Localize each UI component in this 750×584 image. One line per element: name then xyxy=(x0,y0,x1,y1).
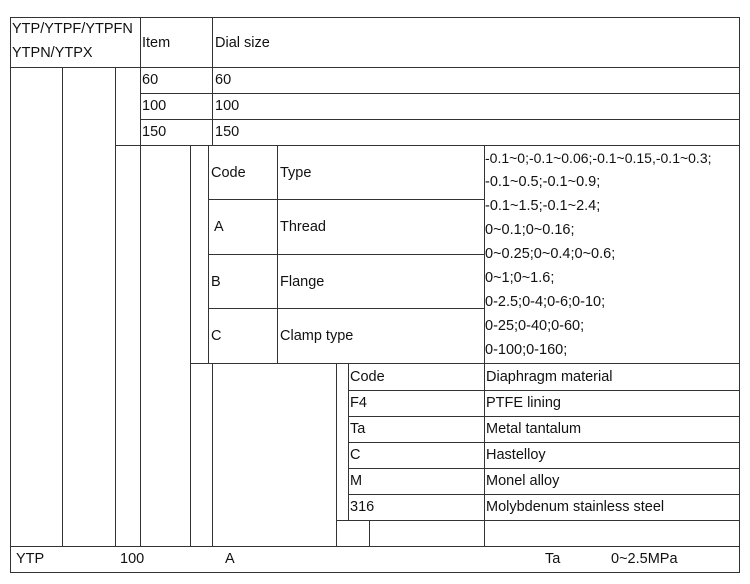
grid-line xyxy=(190,363,740,364)
pressure-range-line: -0.1~0.5;-0.1~0.9; xyxy=(485,174,601,190)
item-value: 60 xyxy=(142,72,159,88)
connection-code: B xyxy=(211,274,221,290)
diaphragm-material: Metal tantalum xyxy=(486,421,582,437)
grid-line xyxy=(10,572,740,573)
connection-type: Thread xyxy=(280,219,326,235)
connection-type: Flange xyxy=(280,274,325,290)
grid-line xyxy=(348,390,740,391)
connection-type-header: Type xyxy=(280,165,312,181)
diaphragm-code: 316 xyxy=(350,499,375,515)
model-series-label: YTPN/YTPX xyxy=(12,45,93,61)
example-model: YTP xyxy=(16,551,45,567)
grid-line xyxy=(336,363,337,546)
dial-size-value: 60 xyxy=(215,72,232,88)
dial-size-header: Dial size xyxy=(215,35,270,51)
diaphragm-code-header: Code xyxy=(350,369,385,385)
grid-line xyxy=(208,199,485,200)
grid-line xyxy=(208,308,485,309)
dial-size-value: 100 xyxy=(215,98,240,114)
diaphragm-material: Monel alloy xyxy=(486,473,560,489)
pressure-range-line: 0~0.25;0~0.4;0~0.6; xyxy=(485,246,616,262)
grid-line xyxy=(348,363,349,520)
grid-line xyxy=(10,546,740,547)
diaphragm-material-header: Diaphragm material xyxy=(486,369,613,385)
pressure-range-line: 0~1;0~1.6; xyxy=(485,270,555,286)
connection-code-header: Code xyxy=(211,165,246,181)
diaphragm-material: Hastelloy xyxy=(486,447,546,463)
pressure-range-line: 0-25;0-40;0-60; xyxy=(485,318,585,334)
item-value: 150 xyxy=(142,124,167,140)
grid-line xyxy=(62,67,63,546)
example-size: 100 xyxy=(120,551,145,567)
diaphragm-code: Ta xyxy=(350,421,366,437)
grid-line xyxy=(336,520,740,521)
dial-size-value: 150 xyxy=(215,124,240,140)
grid-line xyxy=(10,17,740,18)
grid-line xyxy=(212,363,213,546)
diaphragm-code: F4 xyxy=(350,395,367,411)
grid-line xyxy=(190,145,191,546)
item-header: Item xyxy=(142,35,171,51)
grid-line xyxy=(10,17,11,573)
grid-line xyxy=(348,416,740,417)
pressure-range-line: 0~0.1;0~0.16; xyxy=(485,222,575,238)
diaphragm-code: C xyxy=(350,447,361,463)
grid-line xyxy=(10,67,740,68)
diaphragm-code: M xyxy=(350,473,363,489)
diaphragm-material: Molybdenum stainless steel xyxy=(486,499,665,515)
connection-type: Clamp type xyxy=(280,328,354,344)
example-connection: A xyxy=(225,551,235,567)
pressure-range-line: 0-100;0-160; xyxy=(485,342,568,358)
grid-line xyxy=(739,17,740,573)
grid-line xyxy=(115,67,116,546)
diaphragm-material: PTFE lining xyxy=(486,395,561,411)
grid-line xyxy=(277,145,278,363)
grid-line xyxy=(140,93,740,94)
pressure-range-line: -0.1~0;-0.1~0.06;-0.1~0.15,-0.1~0.3; xyxy=(485,150,712,166)
grid-line xyxy=(369,520,370,546)
grid-line xyxy=(348,494,740,495)
example-diaphragm: Ta xyxy=(545,551,561,567)
connection-code: A xyxy=(214,219,224,235)
item-value: 100 xyxy=(142,98,167,114)
grid-line xyxy=(208,145,209,363)
grid-line xyxy=(140,17,141,546)
grid-line xyxy=(348,442,740,443)
grid-line xyxy=(348,468,740,469)
example-range: 0~2.5MPa xyxy=(611,551,678,567)
grid-line xyxy=(208,254,485,255)
model-series-label: YTP/YTPF/YTPFN xyxy=(12,21,133,37)
pressure-range-line: 0-2.5;0-4;0-6;0-10; xyxy=(485,294,606,310)
pressure-range-line: -0.1~1.5;-0.1~2.4; xyxy=(485,198,601,214)
connection-code: C xyxy=(211,328,222,344)
grid-line xyxy=(140,119,740,120)
grid-line xyxy=(212,17,213,145)
